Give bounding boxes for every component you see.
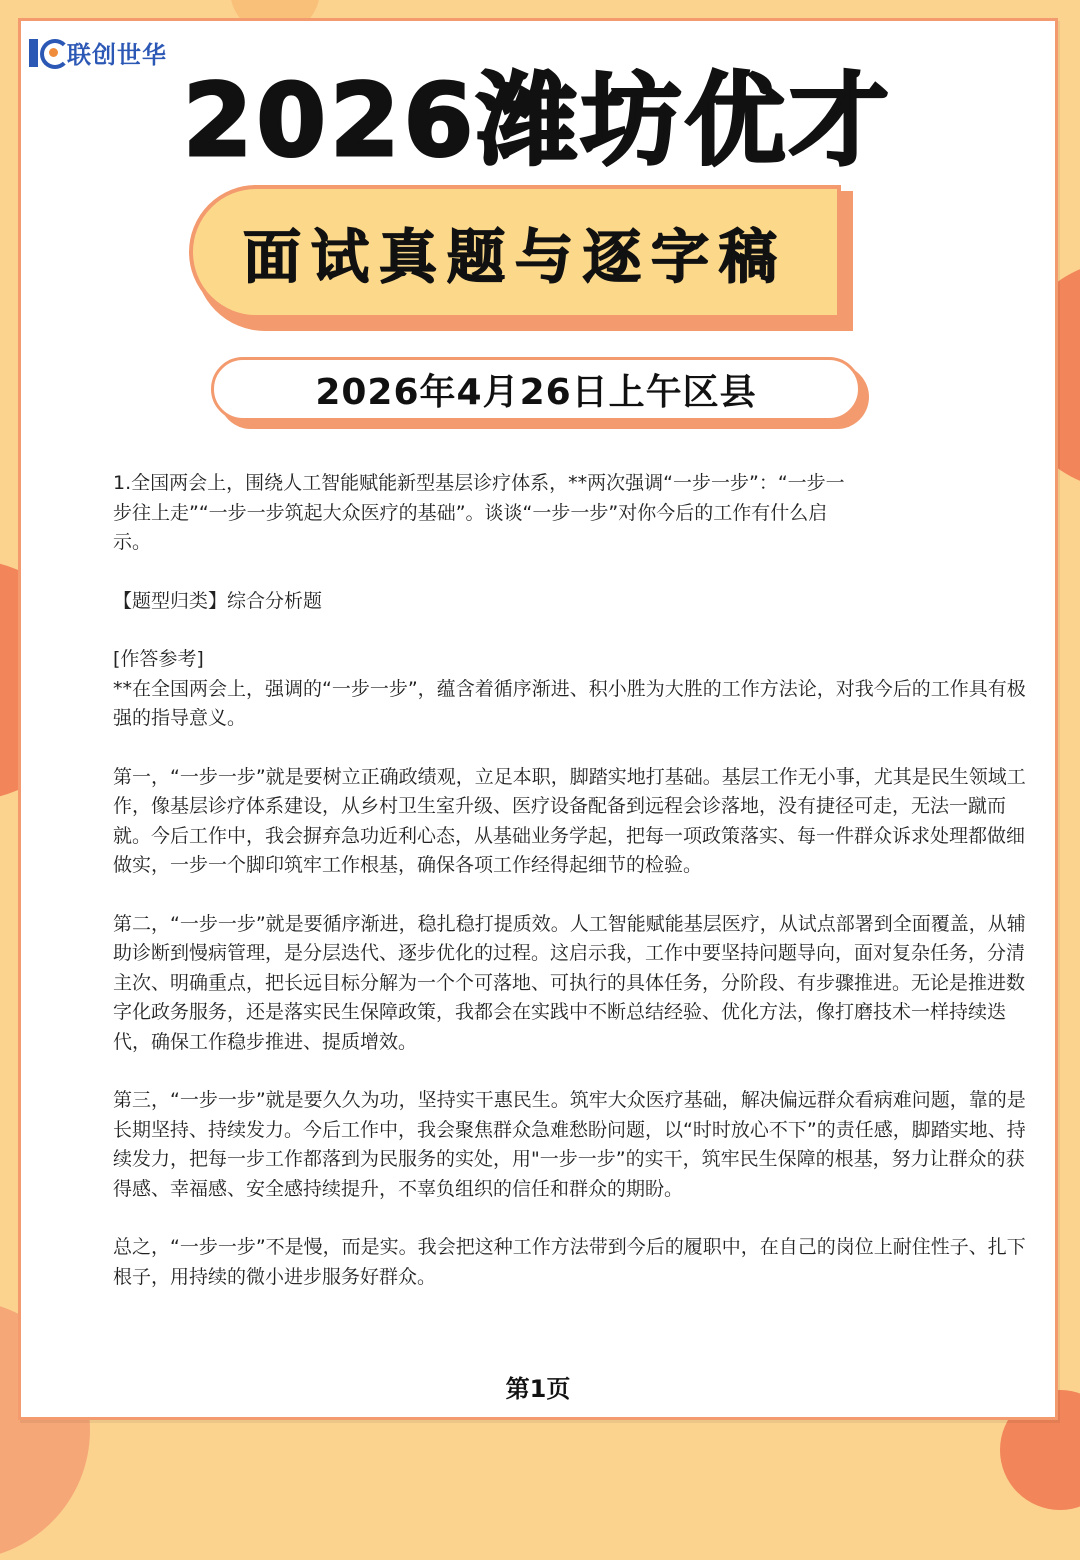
question-text: 1.全国两会上，围绕人工智能赋能新型基层诊疗体系，**两次强调“一步一步”：“一步一步往上走”“一步一步筑起大众医疗的基础”。谈谈“一步一步”对你今后的工作有什么启示。 xyxy=(113,472,845,553)
subtitle-banner xyxy=(189,185,841,319)
answer-label: [作答参考] xyxy=(113,648,204,670)
document-card xyxy=(18,18,1058,1420)
answer-point-3: 第三，“一步一步”就是要久久为功，坚持实干惠民生。筑牢大众医疗基础，解决偏远群众看病难问题，靠的是长期坚持、持续发力。今后工作中，我会聚焦群众急难愁盼问题，以“时时放心不下”的责任感，脚踏实地、持续发力，把每一步工作都落到为民服务的实处，用"一步一步”的实干，筑牢民生保障的根基，努力让群众的获得感、幸福感、安全感持续提升，不辜负组织的信任和群众的期盼。 xyxy=(113,1089,1026,1200)
answer-conclusion: 总之，“一步一步”不是慢，而是实。我会把这种工作方法带到今后的履职中，在自己的岗位上耐住性子、扎下根子，用持续的微小进步服务好群众。 xyxy=(113,1236,1026,1288)
subtitle: 面试真题与逐字稿 xyxy=(242,223,787,291)
page-number: 第1页 xyxy=(505,1375,571,1403)
date-pill xyxy=(211,357,861,421)
article-body xyxy=(113,469,1038,1292)
question-type: 【题型归类】综合分析题 xyxy=(113,589,323,612)
answer-point-1: 第一，“一步一步”就是要树立正确政绩观，立足本职，脚踏实地打基础。基层工作无小事，尤其是民生领域工作，像基层诊疗体系建设，从乡村卫生室升级、医疗设备配备到远程会诊落地，没有捷径可走，无法一蹴而就。今后工作中，我会摒弃急功近利心态，从基础业务学起，把每一项政策落实、每一件群众诉求处理都做细做实，一步一个脚印筑牢工作根基，确保各项工作经得起细节的检验。 xyxy=(113,765,1026,876)
page-title: 2026潍坊优才 xyxy=(182,62,894,179)
brand-name: 联创世华 xyxy=(67,41,167,69)
date-label: 2026年4月26日上午区县 xyxy=(315,371,757,413)
answer-point-2: 第二，“一步一步”就是要循序渐进，稳扎稳打提质效。人工智能赋能基层医疗，从试点部署到全面覆盖，从辅助诊断到慢病管理，是分层迭代、逐步优化的过程。这启示我，工作中要坚持问题导向，面对复杂任务，分清主次、明确重点，把长远目标分解为一个个可落地、可执行的具体任务，分阶段、有步骤推进。无论是推进数字化政务服务，还是落实民生保障政策，我都会在实践中不断总结经验、优化方法，像打磨技术一样持续迭代，确保工作稳步推进、提质增效。 xyxy=(113,912,1026,1053)
answer-intro: **在全国两会上，强调的“一步一步”，蕴含着循序渐进、积小胜为大胜的工作方法论，对我今后的工作具有极强的指导意义。 xyxy=(113,677,1026,729)
